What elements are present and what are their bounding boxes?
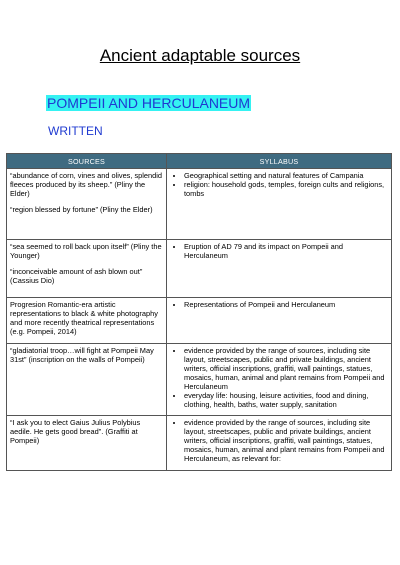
section-heading-text: POMPEII AND HERCULANEUM	[47, 95, 251, 111]
syllabus-item: • Geographical setting and natural features of Campania	[184, 171, 388, 180]
source-quote: “sea seemed to roll back upon itself” (Pliny the Younger)	[10, 242, 162, 260]
source-quote: “region blessed by fortune” (Pliny the Elder)	[10, 205, 153, 214]
sources-cell	[7, 240, 167, 298]
source-quote: “gladiatorial troop…will fight at Pompeii May 31st” (inscription on the walls of Pompeii)	[10, 346, 154, 364]
syllabus-item: • religion: household gods, temples, foreign cults and religions, tombs	[184, 180, 388, 198]
syllabus-cell	[167, 240, 392, 298]
table-row	[7, 298, 392, 344]
sources-cell	[7, 344, 167, 416]
source-quote: “abundance of corn, vines and olives, splendid fleeces produced by its sheep.” (Pliny the Elder)	[10, 171, 163, 198]
sources-cell	[7, 169, 167, 240]
page-title: Ancient adaptable sources	[99, 46, 301, 65]
syllabus-cell	[167, 298, 392, 344]
source-quote: “I ask you to elect Gaius Julius Polybius aedile. He gets good bread”. (Graffiti at Pompeii)	[10, 418, 141, 445]
sources-syllabus-table	[6, 153, 392, 471]
table-row	[7, 240, 392, 298]
syllabus-cell	[167, 344, 392, 416]
syllabus-item: • Representations of Pompeii and Herculaneum	[184, 300, 388, 309]
source-quote: “inconceivable amount of ash blown out” (Cassius Dio)	[10, 267, 143, 285]
syllabus-cell	[167, 416, 392, 471]
syllabus-cell	[167, 169, 392, 240]
table-header-row	[7, 154, 392, 169]
table-row	[7, 344, 392, 416]
subsection-heading: WRITTEN	[48, 124, 103, 138]
section-heading	[46, 95, 251, 111]
syllabus-item: • evidence provided by the range of sources, including site layout, streetscapes, public and private buildings, ancient writers, official inscriptions, graffiti, wall paintings, statues, mosaics, human, animal and plant remains from Pompeii and Herculaneum	[184, 346, 388, 391]
sources-cell	[7, 298, 167, 344]
table-row	[7, 169, 392, 240]
sources-cell	[7, 416, 167, 471]
table-row	[7, 416, 392, 471]
syllabus-column-header: SYLLABUS	[167, 154, 392, 169]
source-quote: Progresion Romantic-era artistic representations to black & white photography and more recently theatrical representations (e.g. Pompeii, 2014)	[10, 300, 158, 336]
sources-column-header: SOURCES	[7, 154, 167, 169]
syllabus-item: • Eruption of AD 79 and its impact on Pompeii and Herculaneum	[184, 242, 388, 260]
syllabus-item: • evidence provided by the range of sources, including site layout, streetscapes, public and private buildings, ancient writers, official inscriptions, graffiti, wall paintings, statues, mosaics, human, animal and plant remains from Pompeii and Herculaneum, as relevant for:	[184, 418, 388, 463]
syllabus-item: • everyday life: housing, leisure activities, food and dining, clothing, health, baths, water supply, sanitation	[184, 391, 388, 409]
